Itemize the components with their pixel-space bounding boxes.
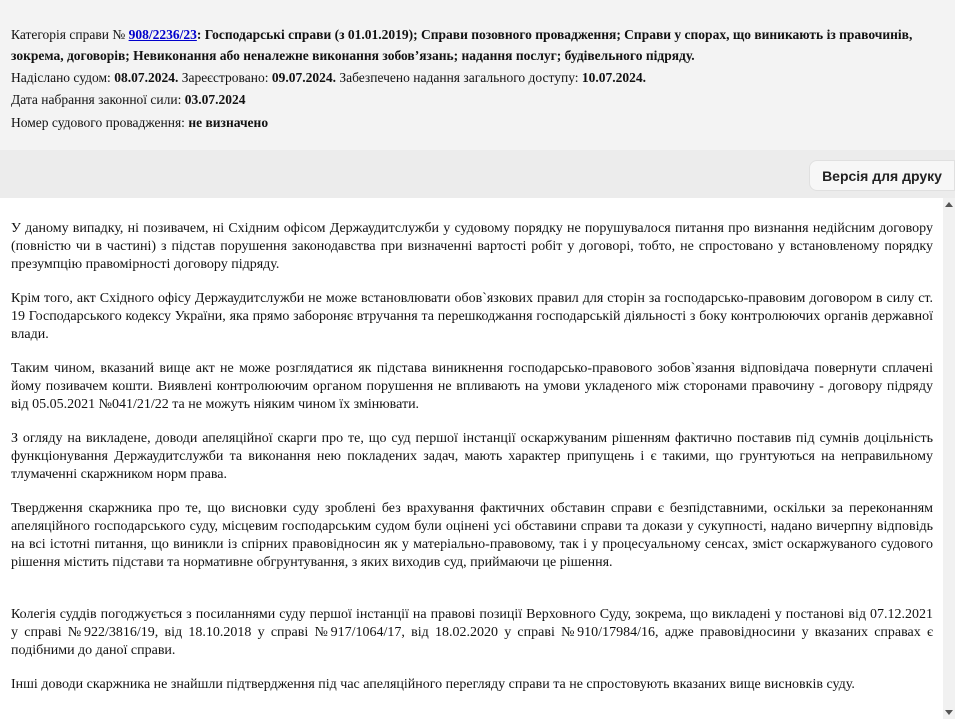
registered-label: Зареєстровано:: [181, 70, 269, 85]
case-category-line-2: [11, 45, 695, 66]
dates-line: [11, 67, 646, 88]
scroll-up-arrow-icon[interactable]: [943, 198, 955, 210]
access-label: Забезпечено надання загального доступу:: [339, 70, 579, 85]
paragraph-3: Таким чином, вказаний вище акт не може розглядатися як підстава виникнення господарсько-правового зобов`язання відповідача повернути сплачені йому позивачем кошти. Виявлені контролюючим органом порушення не впливають на умови укладеного між сторонами правочину - договору підряду від 05.05.2021 №041/21/22 та не можуть ніяким чином їх змінювати.: [11, 361, 933, 412]
registered-date: 09.07.2024.: [271, 70, 336, 85]
case-category-line: [11, 24, 912, 45]
legal-force-date: 03.07.2024: [184, 92, 246, 107]
proceeding-line: [11, 112, 268, 133]
access-date: 10.07.2024.: [581, 70, 647, 85]
paragraph-4: З огляду на викладене, доводи апеляційної скарги про те, що суд першої інстанції оскаржуваним рішенням фактично поставив під сумнів доцільність функціонування Держаудитслужби та виконання нею покладених задач, мають характер припущень і є такими, що грунтуються на неправильному тлумаченні скаржником норм права.: [11, 431, 933, 482]
case-category-text-2: зокрема, договорів; Невиконання або неналежне виконання зобов’язань; надання послуг; будівельного підряду.: [11, 48, 695, 63]
sent-label: Надіслано судом:: [11, 70, 111, 85]
case-info-panel: [0, 0, 955, 150]
sent-date: 08.07.2024.: [114, 70, 179, 85]
paragraph-1: У даному випадку, ні позивачем, ні Східним офісом Держаудитслужби у судовому порядку не порушувалося питання про визнання недійсним договору (повністю чи в частині) з підстав порушення законодавства при визначенні вартості робіт у договорі, тобто, не спростовано у встановленому порядку презумпцію правомірності договору підряду.: [11, 221, 933, 272]
paragraph-6: Колегія суддів погоджується з посиланнями суду першої інстанції на правові позиції Верховного Суду, зокрема, що викладені у постанові від 07.12.2021 у справі №922/3816/19, від 18.10.2018 у справі №917/1064/17, від 18.02.2020 у справі №910/17984/16, адже правовідносини у вказаних справах є подібними до даної справи.: [11, 607, 933, 658]
case-number-link[interactable]: 908/2236/23: [128, 27, 197, 42]
proceeding-value: не визначено: [188, 115, 269, 130]
scroll-down-arrow-icon[interactable]: [943, 707, 955, 719]
legal-force-label: Дата набрання законної сили:: [11, 92, 182, 107]
vertical-scrollbar[interactable]: [943, 198, 955, 719]
scrolled-text-fragment: [0, 198, 943, 201]
paragraph-5: Твердження скаржника про те, що висновки суду зроблені без врахування фактичних обставин справи є безпідставними, оскільки за переконанням апеляційного господарського суду, місцевим господарським судом були оцінені усі обставини справи та докази у сукупності, надано вичерпну відповідь на всі істотні питання, що виникли із спірних правовідносин як у матеріально-правовому, так і у процесуальному сенсах, зміст оскаржуваного судового рішення містить підстави та нормативне обгрунтування, з яких виходив суд, приймаючи це рішення.: [11, 501, 933, 570]
case-category-label: Категорія справи №: [11, 27, 126, 42]
print-version-button[interactable]: Версія для друку: [809, 160, 955, 191]
case-category-text-1: Господарські справи (з 01.01.2019); Справи позовного провадження; Справи у спорах, що виникають із правочинів,: [204, 27, 913, 42]
legal-force-line: [11, 89, 245, 110]
paragraph-2: Крім того, акт Східного офісу Держаудитслужби не може встановлювати обов`язкових правил для сторін за господарсько-правовим договором в силу ст. 19 Господарського кодексу України, яка прямо забороняє втручання та перешкоджання господарській діяльності з боку контролюючих органів державної влади.: [11, 291, 933, 342]
toolbar: [0, 150, 955, 198]
paragraph-7: Інші доводи скаржника не знайшли підтвердження під час апеляційного перегляду справи та не спростовують вказаних вище висновків суду.: [11, 677, 855, 692]
proceeding-label: Номер судового провадження:: [11, 115, 185, 130]
document-content: [0, 198, 943, 719]
case-category-colon: :: [196, 27, 202, 42]
